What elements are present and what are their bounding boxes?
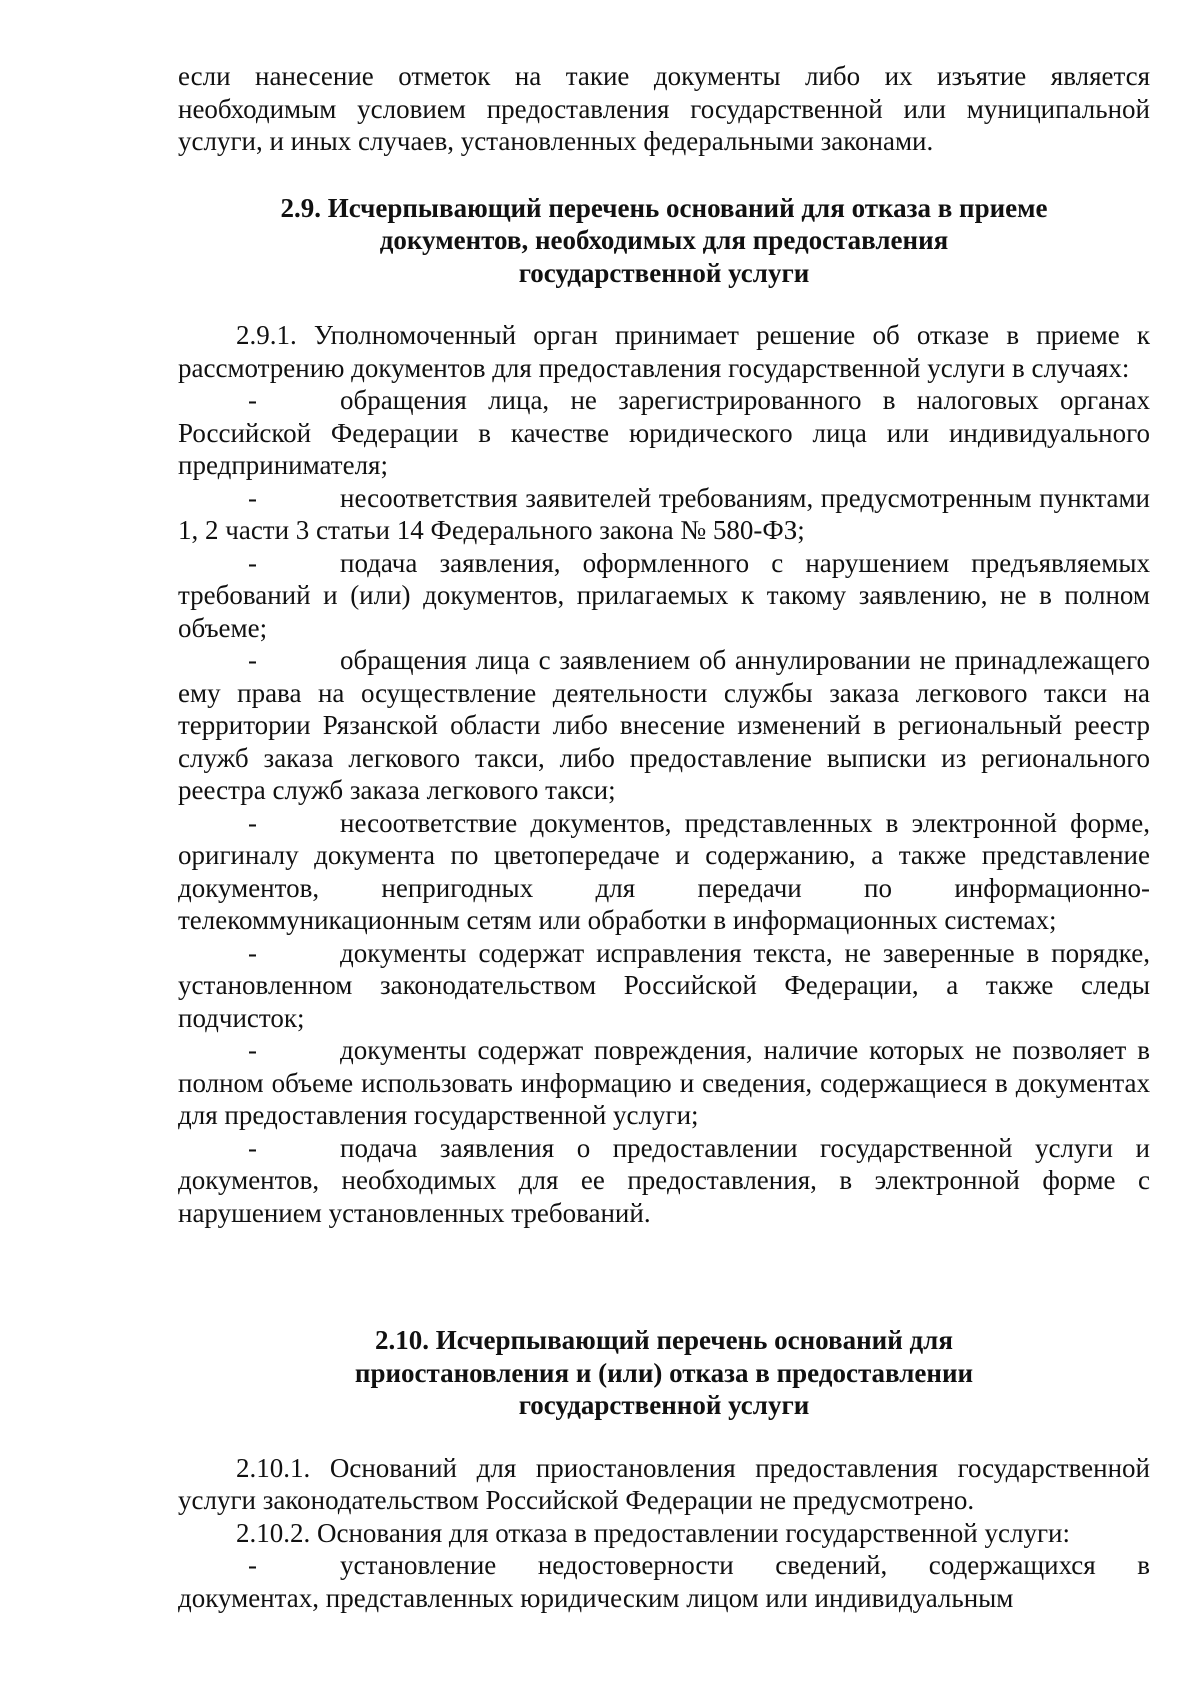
heading-line: приостановления и (или) отказа в предоставлении [354, 1357, 974, 1388]
dash-marker: - [248, 1035, 257, 1065]
dash-marker: - [248, 482, 257, 513]
list-item: - документы содержат повреждения, наличие которых не позволяет в полном объеме использовать информацию и сведения, содержащиеся в документах для предоставления государственной услуги; [178, 1035, 1150, 1130]
refusal-list-2-10 [178, 1549, 1150, 1614]
dash-marker: - [248, 1550, 257, 1580]
intro-paragraph: если нанесение отметок на такие документы либо их изъятие является необходимым условием предоставления государственной или муниципальной услуги, и иных случаев, установленных федеральными законами. [178, 61, 1150, 156]
list-item: - обращения лица, не зарегистрированного в налоговых органах Российской Федерации в качестве юридического лица или индивидуального предпринимателя; [178, 385, 1150, 480]
section-2-10-heading [178, 1324, 1150, 1422]
clause-2-10-2: 2.10.2. Основания для отказа в предоставлении государственной услуги: [236, 1517, 1070, 1548]
list-item: - подача заявления, оформленного с нарушением предъявляемых требований и (или) документов, прилагаемых к такому заявлению, не в полном объеме; [178, 547, 1150, 643]
list-item: - подача заявления о предоставлении государственной услуги и документов, необходимых для ее предоставления, в электронной форме с нарушением установленных требований. [178, 1132, 1150, 1228]
list-item: - документы содержат исправления текста, не заверенные в порядке, установленном законодательством Российской Федерации, а также следы подчисток; [178, 937, 1150, 1033]
dash-marker: - [248, 937, 257, 968]
heading-line: 2.9. Исчерпывающий перечень оснований для отказа в приеме [280, 192, 1048, 223]
clause-2-9-1: 2.9.1. Уполномоченный орган принимает решение об отказе в приеме к рассмотрению документов для предоставления государственной услуги в случаях: [178, 320, 1150, 383]
list-item: - установление недостоверности сведений, содержащихся в документах, представленных юридическим лицом или индивидуальным [178, 1550, 1150, 1613]
clause-2-10-1: 2.10.1. Оснований для приостановления предоставления государственной услуги законодательством Российской Федерации не предусмотрено. [178, 1452, 1150, 1515]
heading-line: государственной услуги [518, 1390, 810, 1420]
list-item: - несоответствие документов, представленных в электронной форме, оригиналу документа по цветопередаче и содержанию, а также представление документов, непригодных для передачи по информационно-телекоммуникационным сетям или обработки в информационных системах; [178, 807, 1150, 935]
section-2-9-heading [178, 192, 1150, 290]
heading-line: 2.10. Исчерпывающий перечень оснований для [375, 1325, 953, 1355]
list-item: - несоответствия заявителей требованиям, предусмотренным пунктами 1, 2 части 3 статьи 14 Федерального закона № 580-ФЗ; [178, 482, 1150, 545]
dash-marker: - [248, 1132, 257, 1163]
heading-line: документов, необходимых для предоставления [379, 225, 949, 255]
dash-marker: - [248, 807, 257, 838]
text-column [178, 60, 1150, 1614]
list-item: - обращения лица с заявлением об аннулировании не принадлежащего ему права на осуществление деятельности службы заказа легкового такси на территории Рязанской области либо внесение изменений в региональный реестр служб заказа легкового такси, либо предоставление выписки из регионального реестра служб заказа легкового такси; [178, 645, 1150, 805]
heading-line: государственной услуги [518, 257, 810, 288]
dash-marker: - [248, 645, 257, 675]
refusal-grounds-list [178, 384, 1150, 1229]
dash-marker: - [248, 547, 257, 578]
dash-marker: - [248, 385, 257, 415]
